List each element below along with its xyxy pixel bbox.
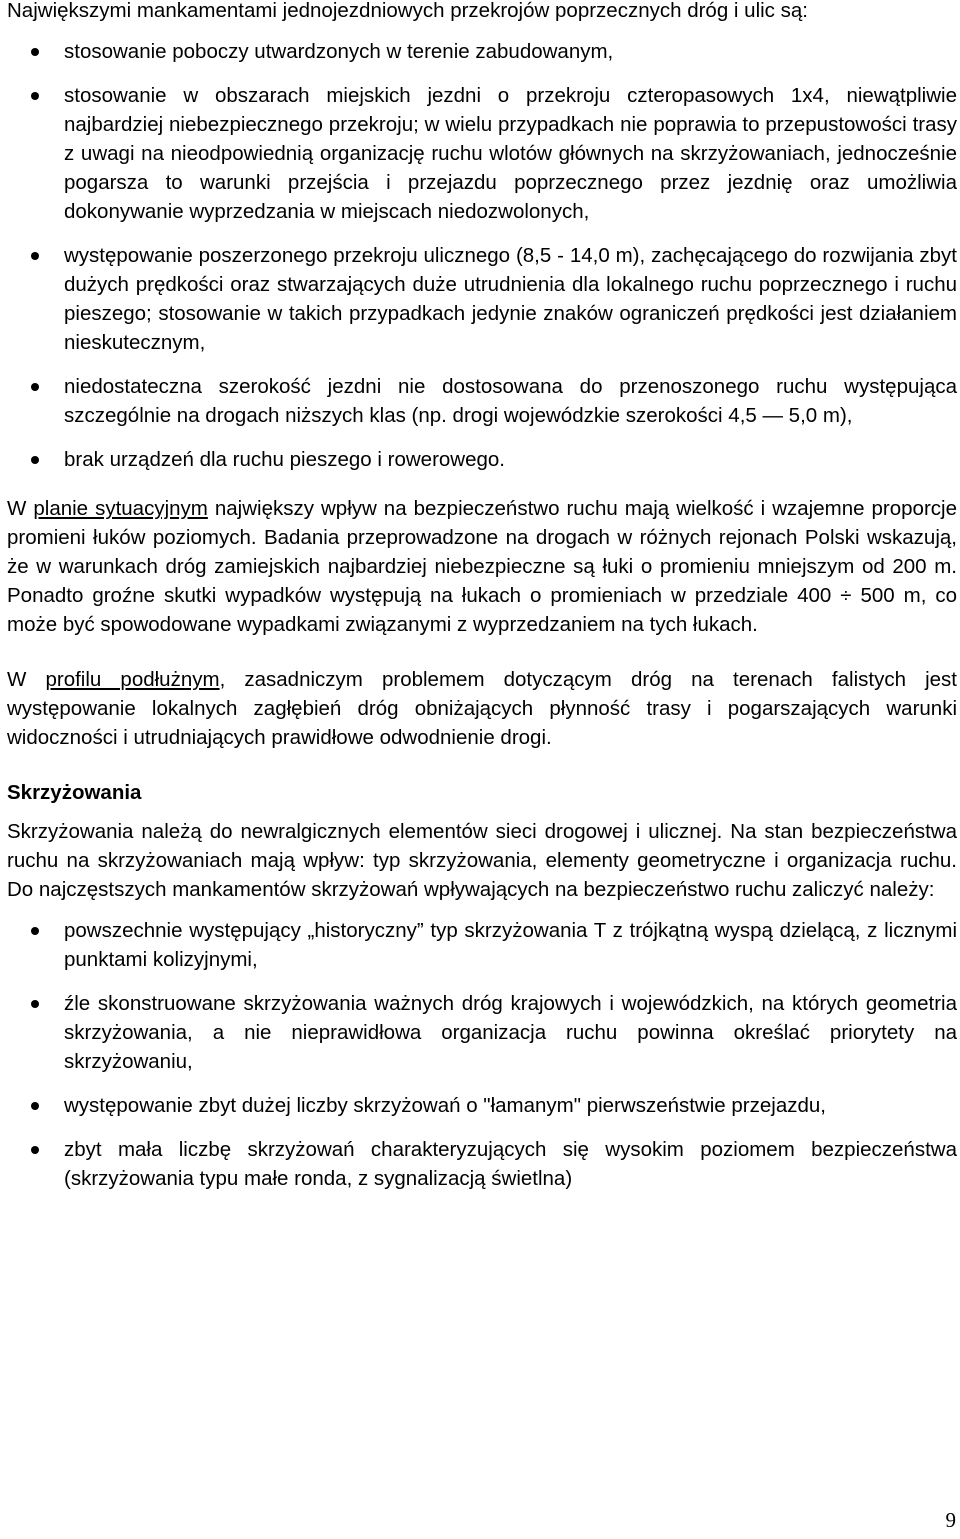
list-item: stosowanie w obszarach miejskich jezdni o przekroju czteropasowych 1x4, niewątpliwie najbardziej niebezpiecznego przekroju; w wielu przypadkach nie poprawia to przepustowości trasy z uwagi na nieodpowiednią organizację ruchu wlotów głównych na skrzyżowaniach, jednocześnie pogarsza to warunki przejścia i przejazdu poprzecznego przez jezdnię oraz umożliwia dokonywanie wyprzedzania w miejscach niedozwolonych, bbox=[7, 81, 957, 226]
profile-term: profilu podłużnym bbox=[45, 668, 220, 691]
intersection-defects-list bbox=[7, 916, 957, 1193]
page-number: 9 bbox=[945, 1508, 956, 1532]
document-page bbox=[7, 0, 957, 1213]
intersections-paragraph: Skrzyżowania należą do newralgicznych elementów sieci drogowej i ulicznej. Na stan bezpieczeństwa ruchu na skrzyżowaniach mają wpływ: typ skrzyżowania, elementy geometryczne i organizacja ruchu. Do najczęstszych mankamentów skrzyżowań wpływających na bezpieczeństwo ruchu zaliczyć należy: bbox=[7, 820, 957, 901]
bullet-icon bbox=[31, 1102, 39, 1110]
list-item: występowanie poszerzonego przekroju ulicznego (8,5 - 14,0 m), zachęcającego do rozwijania zbyt dużych prędkości oraz stwarzających duże utrudnienia dla lokalnego ruchu poprzecznego i ruchu pieszego; stosowanie w takich przypadkach jedynie znaków ograniczeń prędkości jest działaniem nieskutecznym, bbox=[7, 241, 957, 357]
list-item: brak urządzeń dla ruchu pieszego i rowerowego. bbox=[7, 445, 957, 474]
plan-paragraph: W planie sytuacyjnym największy wpływ na bezpieczeństwo ruchu mają wielkość i wzajemne proporcje promieni łuków poziomych. Badania przeprowadzone na drogach w różnych rejonach Polski wskazują, że w warunkach dróg zamiejskich najbardziej niebezpieczne są łuki o promieniu mniejszym od 200 m. Ponadto groźne skutki wypadków występują na łukach o promieniach w przedziale 400 ÷ 500 m, co może być spowodowane wypadkami związanymi z wyprzedzaniem na tych łukach. bbox=[7, 497, 957, 636]
list-item: występowanie zbyt dużej liczby skrzyżowań o "łamanym" pierwszeństwie przejazdu, bbox=[7, 1091, 957, 1120]
section-heading: Skrzyżowania bbox=[7, 781, 142, 804]
intro-paragraph: Największymi mankamentami jednojezdniowych przekrojów poprzecznych dróg i ulic są: bbox=[7, 0, 808, 22]
cross-section-defects-list bbox=[7, 37, 957, 474]
list-item: stosowanie poboczy utwardzonych w terenie zabudowanym, bbox=[7, 37, 957, 66]
list-item: zbyt mała liczbę skrzyżowań charakteryzujących się wysokim poziomem bezpieczeństwa (skrzyżowania typu małe ronda, z sygnalizacją świetlna) bbox=[7, 1135, 957, 1193]
list-item: powszechnie występujący „historyczny” typ skrzyżowania T z trójkątną wyspą dzielącą, z licznymi punktami kolizyjnymi, bbox=[7, 916, 957, 974]
bullet-icon bbox=[31, 927, 39, 935]
bullet-icon bbox=[31, 1000, 39, 1008]
bullet-icon bbox=[31, 1146, 39, 1154]
plan-term: planie sytuacyjnym bbox=[33, 497, 208, 520]
list-item: źle skonstruowane skrzyżowania ważnych dróg krajowych i wojewódzkich, na których geometria skrzyżowania, a nie nieprawidłowa organizacja ruchu powinna określać priorytety na skrzyżowaniu, bbox=[7, 989, 957, 1076]
bullet-icon bbox=[31, 92, 39, 100]
bullet-icon bbox=[31, 383, 39, 391]
bullet-icon bbox=[31, 48, 39, 56]
bullet-icon bbox=[31, 252, 39, 260]
list-item: niedostateczna szerokość jezdni nie dostosowana do przenoszonego ruchu występująca szczególnie na drogach niższych klas (np. drogi wojewódzkie szerokości 4,5 — 5,0 m), bbox=[7, 372, 957, 430]
profile-paragraph: W profilu podłużnym, zasadniczym problemem dotyczącym dróg na terenach falistych jest występowanie lokalnych zagłębień dróg obniżających płynność trasy i pogarszających warunki widoczności i utrudniających prawidłowe odwodnienie drogi. bbox=[7, 668, 957, 749]
bullet-icon bbox=[31, 456, 39, 464]
